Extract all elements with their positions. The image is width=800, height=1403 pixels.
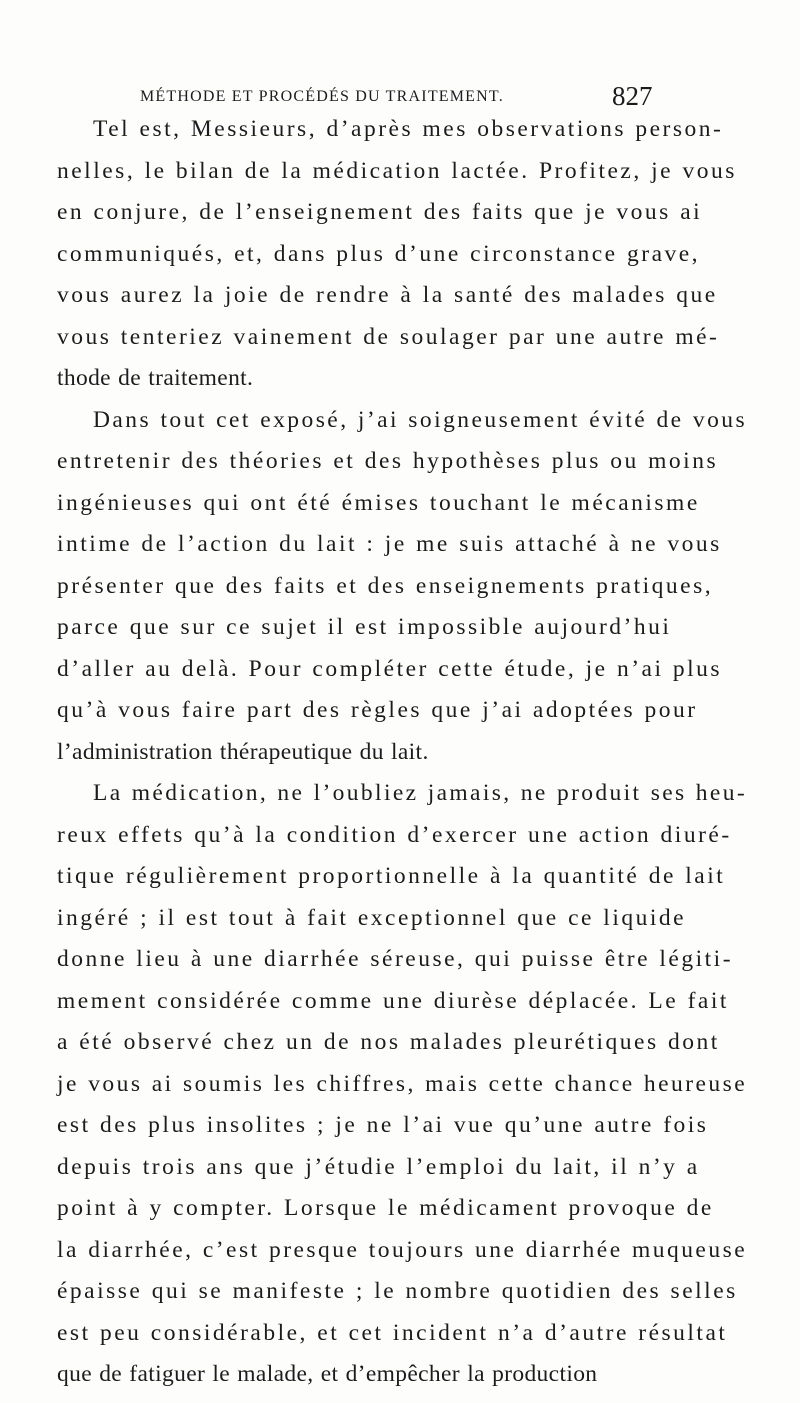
page-number: 827 — [612, 81, 653, 111]
text-line: en conjure, de l’enseignement des faits que je vous ai — [57, 199, 703, 225]
text-line: présenter que des faits et des enseignements pratiques, — [57, 572, 714, 599]
text-line: intime de l’action du lait : je me suis attaché à ne vous — [57, 531, 722, 557]
text-line: mement considérée comme une diurèse déplacée. Le fait — [57, 987, 729, 1014]
text-line: parce que sur ce sujet il est impossible aujourd’hui — [57, 614, 672, 640]
text-line: ingénieuses qui ont été émises touchant le mécanisme — [57, 489, 700, 516]
text-line: tique régulièrement proportionnelle à la quantité de lait — [57, 863, 726, 889]
text-line: Dans tout cet exposé, j’ai soigneusement évité de vous — [93, 406, 748, 433]
text-line: d’aller au delà. Pour compléter cette étude, je n’ai plus — [57, 655, 723, 682]
text-line: la diarrhée, c’est presque toujours une diarrhée muqueuse — [57, 1236, 748, 1263]
text-line: communiqués, et, dans plus d’une circonstance grave, — [57, 240, 701, 267]
text-line: qu’à vous faire part des règles que j’ai adoptées pour — [57, 697, 698, 723]
text-line: que de fatiguer le malade, et d’empêcher la production — [57, 1361, 598, 1387]
text-line: est peu considérable, et cet incident n’a d’autre résultat — [57, 1319, 728, 1346]
text-line: ingéré ; il est tout à fait exceptionnel que ce liquide — [57, 904, 687, 931]
text-line: Tel est, Messieurs, d’après mes observations person- — [93, 116, 724, 142]
text-line: vous aurez la joie de rendre à la santé des malades que — [57, 282, 718, 308]
text-line: La médication, ne l’oubliez jamais, ne produit ses heu- — [93, 780, 748, 806]
text-line: entretenir des théories et des hypothèses plus ou moins — [57, 448, 719, 474]
text-line: vous tenteriez vainement de soulager par une autre mé- — [57, 323, 720, 350]
text-line: depuis trois ans que j’étudie l’emploi du lait, il n’y a — [57, 1153, 700, 1180]
text-line: épaisse qui se manifeste ; le nombre quotidien des selles — [57, 1278, 738, 1304]
text-line: je vous ai soumis les chiffres, mais cette chance heureuse — [57, 1070, 748, 1097]
text-line: donne lieu à une diarrhée séreuse, qui puisse être légiti- — [57, 946, 734, 972]
text-line: nelles, le bilan de la médication lactée. Profitez, je vous — [57, 157, 737, 184]
text-line: thode de traitement. — [57, 365, 254, 391]
text-line: l’administration thérapeutique du lait. — [57, 738, 429, 765]
text-line: reux effets qu’à la condition d’exercer une action diuré- — [57, 821, 732, 848]
text-line: est des plus insolites ; je ne l’ai vue qu’une autre fois — [57, 1112, 709, 1138]
text-line: a été observé chez un de nos malades pleurétiques dont — [57, 1029, 720, 1055]
text-line: point à y compter. Lorsque le médicament provoque de — [57, 1195, 714, 1221]
running-header: MÉTHODE ET PROCÉDÉS DU TRAITEMENT. — [140, 88, 504, 105]
